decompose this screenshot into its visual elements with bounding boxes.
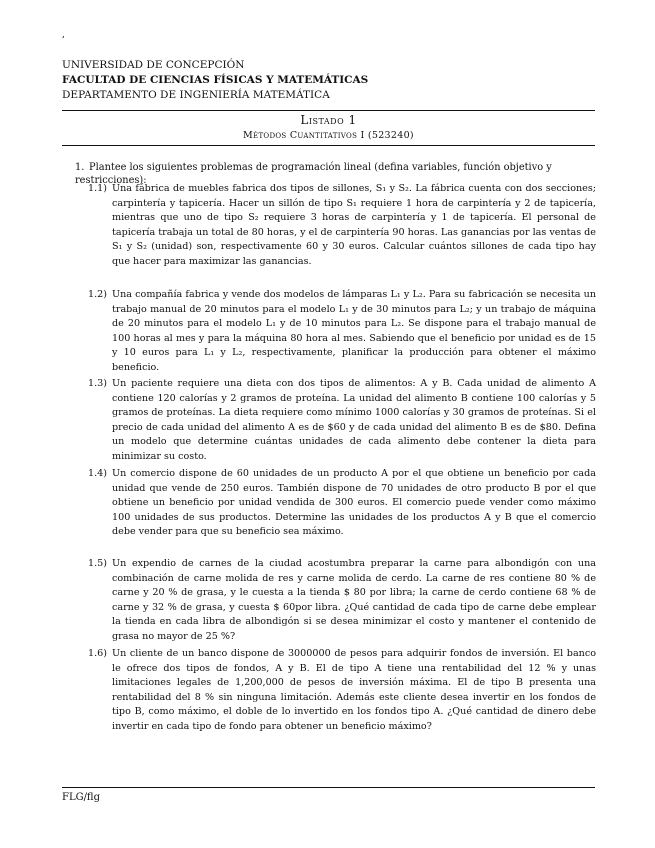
- problem-number: 1.2): [88, 289, 108, 300]
- page-mark: ,: [62, 30, 65, 40]
- department-name: DEPARTAMENTO DE INGENIERÍA MATEMÁTICA: [62, 89, 330, 101]
- footer-rule: [62, 787, 595, 788]
- problem-number: 1.5): [88, 558, 108, 569]
- problem-text: Una compañía fabrica y vende dos modelos de lámparas L₁ y L₂. Para su fabricación se necesita un trabajo manual de 20 minutos para el modelo L₁ y de 30 minutos para L₂; y un trabajo de máquina de 20 minutos para el modelo L₁ y de 10 minutos para L₂. Se dispone para el trabajo manual de 100 horas al mes y para la máquina 80 hora al mes. Sabiendo que el beneficio por unidad es de 15 y 10 euros para L₁ y L₂, respectivamente, planificar la producción para obtener el máximo beneficio.: [112, 289, 596, 373]
- footer-initials: FLG/flg: [62, 792, 101, 803]
- problem-1-3: [88, 377, 596, 465]
- problem-text: Una fábrica de muebles fabrica dos tipos de sillones, S₁ y S₂. La fábrica cuenta con dos secciones; carpintería y tapicería. Hacer un sillón de tipo S₁ requiere 1 hora de carpintería y 2 de tapicería, mientras que uno de tipo S₂ requiere 3 horas de carpintería y 1 de tapicería. El personal de tapicería trabaja un total de 80 horas, y el de carpintería 90 horas. Las ganancias por las ventas de S₁ y S₂ (unidad) son, respectivamente 60 y 30 euros. Calcular cuántos sillones de cada tipo hay que hacer para maximizar las ganancias.: [112, 183, 596, 267]
- title-rule: [62, 145, 595, 146]
- document-title: Listado 1: [300, 113, 357, 127]
- problem-1-4: [88, 467, 596, 540]
- problem-1-2: [88, 288, 596, 376]
- university-name: UNIVERSIDAD DE CONCEPCIÓN: [62, 59, 245, 71]
- faculty-name: FACULTAD DE CIENCIAS FÍSICAS Y MATEMÁTICAS: [62, 74, 369, 86]
- problem-text: Un cliente de un banco dispone de 3000000 de pesos para adquirir fondos de inversión. El banco le ofrece dos tipos de fondos, A y B. El de tipo A tiene una rentabilidad del 12 % y unas limitaciones legales de 1,200,000 de pesos de inversión máxima. El de tipo B presenta una rentabilidad del 8 % sin ninguna limitación. Además este cliente desea invertir en los fondos de tipo B, como máximo, el doble de lo invertido en los fondos tipo A. ¿Qué cantidad de dinero debe invertir en cada tipo de fondo para obtener un beneficio máximo?: [112, 648, 596, 732]
- problem-number: 1.1): [88, 183, 108, 194]
- problem-1-5: [88, 557, 596, 645]
- problem-text: Un comercio dispone de 60 unidades de un producto A por el que obtiene un beneficio por cada unidad que vende de 250 euros. También dispone de 70 unidades de otro producto B por el que obtiene un beneficio por unidad vendida de 300 euros. El comercio puede vender como máximo 100 unidades de sus productos. Determine las unidades de los productos A y B que el comercio debe vender para que su beneficio sea máximo.: [112, 468, 596, 538]
- problem-1-6: [88, 647, 596, 735]
- exercise-statement: Plantee los siguientes problemas de programación lineal (defina variables, función objetivo y restricciones):: [75, 162, 552, 186]
- institution-header: [62, 58, 602, 103]
- problem-number: 1.6): [88, 648, 108, 659]
- problem-number: 1.3): [88, 378, 108, 389]
- problem-text: Un expendio de carnes de la ciudad acostumbra preparar la carne para albondigón con una combinación de carne molida de res y carne molida de cerdo. La carne de res contiene 80 % de carne y 20 % de grasa, y le cuesta a la tienda $ 80 por libra; la carne de cerdo contiene 68 % de carne y 32 % de grasa, y cuesta $ 60por libra. ¿Qué cantidad de cada tipo de carne debe emplear la tienda en cada libra de albondigón si se desea minimizar el costo y mantener el contenido de grasa no mayor de 25 %?: [112, 558, 596, 642]
- problem-1-1: [88, 182, 596, 270]
- top-rule: [62, 110, 595, 111]
- exercise-number: 1.: [75, 162, 85, 173]
- problem-number: 1.4): [88, 468, 108, 479]
- course-name: Métodos Cuantitativos I (523240): [243, 130, 414, 141]
- problem-text: Un paciente requiere una dieta con dos tipos de alimentos: A y B. Cada unidad de alimento A contiene 120 calorías y 2 gramos de proteína. La unidad del alimento B contiene 100 calorías y 5 gramos de proteínas. La dieta requiere como mínimo 1000 calorías y 30 gramos de proteínas. Si el precio de cada unidad del alimento A es de $60 y de cada unidad del alimento B es de $80. Defina un modelo que determine cuántas unidades de cada alimento debe contener la dieta para minimizar su costo.: [112, 378, 596, 462]
